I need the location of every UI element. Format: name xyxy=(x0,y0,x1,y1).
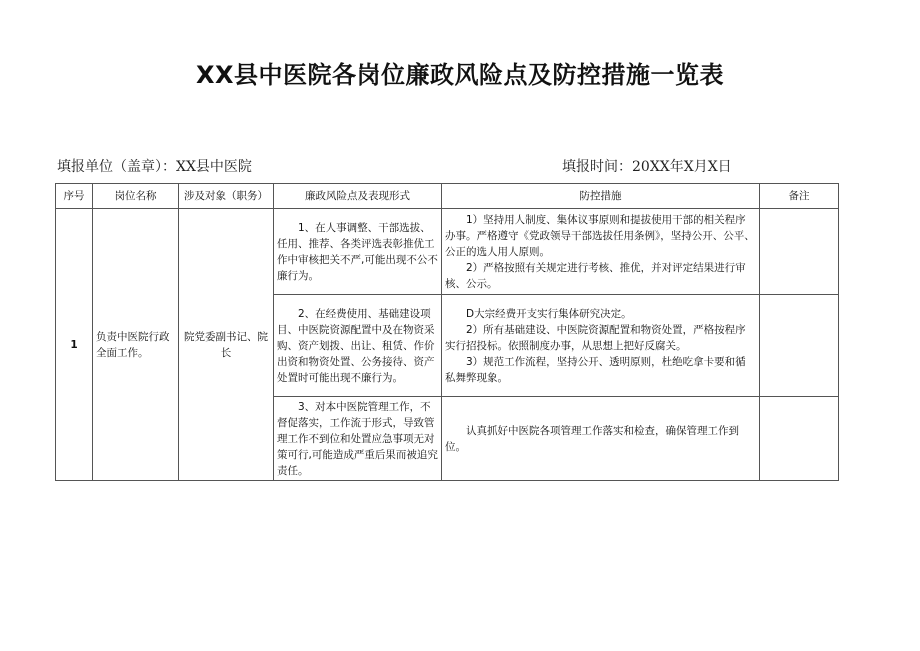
cell-risk-3: 3、对本中医院管理工作，不督促落实，工作流于形式，导致管理工作不到位和处置应急事项无对策可行,可能造成严重后果而被追究责任。 xyxy=(274,397,442,481)
cell-target: 院党委副书记、院长 xyxy=(179,209,274,481)
risk-table xyxy=(55,183,839,481)
measure-1-2: 2）严格按照有关规定进行考核、推优，并对评定结果进行审核、公示。 xyxy=(445,261,746,290)
cell-note-3 xyxy=(760,397,839,481)
table-header-row xyxy=(56,184,839,209)
cell-seq: 1 xyxy=(56,209,93,481)
fill-time: 填报时间：20XX年X月X日 xyxy=(562,159,732,175)
measure-2-1: D大宗经费开支实行集体研究决定。 xyxy=(466,307,632,320)
header-target: 涉及对象（职务） xyxy=(179,184,274,209)
fill-unit: 填报单位（盖章）：XX县中医院 xyxy=(57,159,252,175)
cell-note-2 xyxy=(760,295,839,397)
cell-note-1 xyxy=(760,209,839,295)
cell-position: 负责中医院行政全面工作。 xyxy=(93,209,179,481)
measure-2-3: 3）规范工作流程，坚持公开、透明原则，杜绝吃拿卡要和循私舞弊现象。 xyxy=(445,355,746,384)
cell-measures-1 xyxy=(442,209,760,295)
page-title: XX县中医院各岗位廉政风险点及防控措施一览表 xyxy=(195,61,724,89)
header-seq: 序号 xyxy=(56,184,93,209)
cell-risk-1: 1、在人事调整、干部选拔、任用、推荐、各类评选表彰推优工作中审核把关不严,可能出现不公不廉行为。 xyxy=(274,209,442,295)
header-measures: 防控措施 xyxy=(442,184,760,209)
cell-risk-2: 2、在经费使用、基础建设项目、中医院资源配置中及在物资采购、资产划拨、出让、租赁、作价出资和物资处置、公务接待、资产处置时可能出现不廉行为。 xyxy=(274,295,442,397)
measure-1-1: 1）坚持用人制度、集体议事原则和提拔使用干部的相关程序办事。严格遵守《党政领导干部选拔任用条例》，坚持公开、公平、公正的选人用人原则。 xyxy=(445,213,755,258)
table-row xyxy=(56,209,839,295)
cell-measures-2 xyxy=(442,295,760,397)
measure-2-2: 2）所有基础建设、中医院资源配置和物资处置，严格按程序实行招投标。依照制度办事，从思想上把好反腐关。 xyxy=(445,323,746,352)
measure-3-1: 认真抓好中医院各项管理工作落实和检查，确保管理工作到位。 xyxy=(445,424,739,453)
header-note: 备注 xyxy=(760,184,839,209)
cell-measures-3 xyxy=(442,397,760,481)
header-risk: 廉政风险点及表现形式 xyxy=(274,184,442,209)
header-position: 岗位名称 xyxy=(93,184,179,209)
